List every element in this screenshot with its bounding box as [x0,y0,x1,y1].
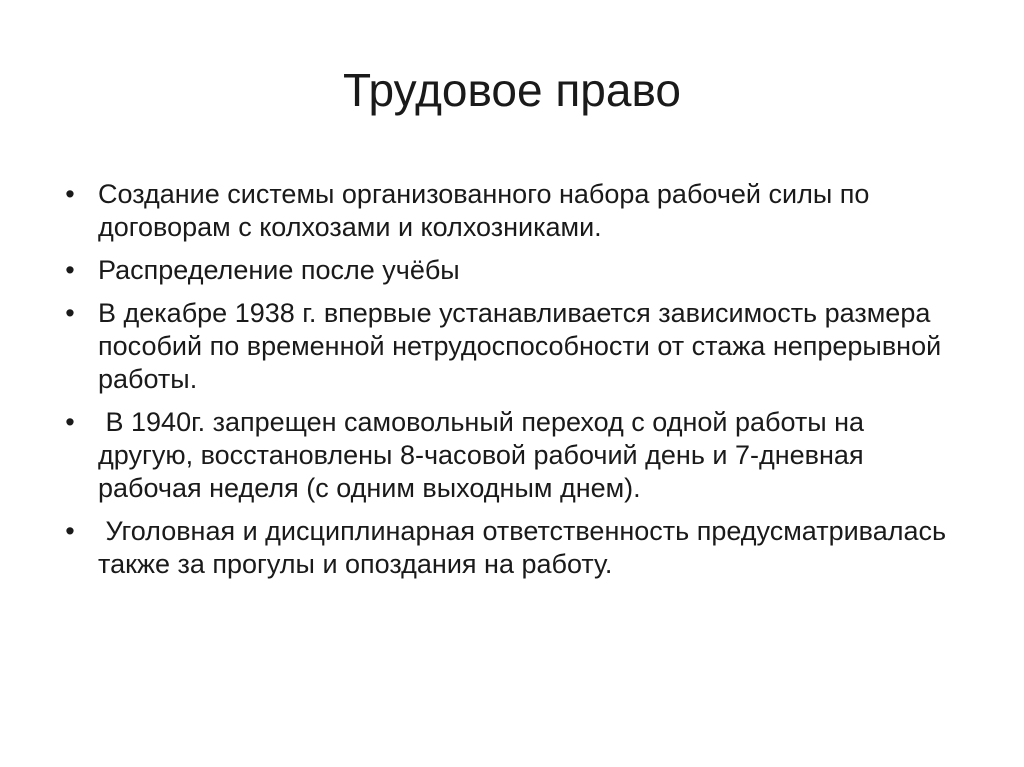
list-item [60,515,960,581]
bullet-icon: • [65,255,75,285]
slide-title: Трудовое право [343,64,681,116]
list-item [60,254,960,287]
bullet-icon: • [65,179,75,209]
bullet-text: Распределение после учёбы [98,255,460,285]
bullet-text: В декабре 1938 г. впервые устанавливается зависимость размера пособий по временной нетрудоспособности от стажа непрерывной работы. [98,298,949,394]
list-item [60,297,960,396]
bullet-icon: • [65,298,75,328]
list-item [60,406,960,505]
list-item [60,178,960,244]
bullet-list [60,178,960,591]
bullet-text: Уголовная и дисциплинарная ответственность предусматривалась также за прогулы и опоздания на работу. [98,516,954,579]
bullet-icon: • [65,516,75,546]
bullet-icon: • [65,407,75,437]
bullet-text: Создание системы организованного набора рабочей силы по договорам с колхозами и колхозниками. [98,179,877,242]
bullet-text: В 1940г. запрещен самовольный переход с одной работы на другую, восстановлены 8-часовой рабочий день и 7-дневная рабочая неделя (с одним выходным днем). [98,407,872,503]
